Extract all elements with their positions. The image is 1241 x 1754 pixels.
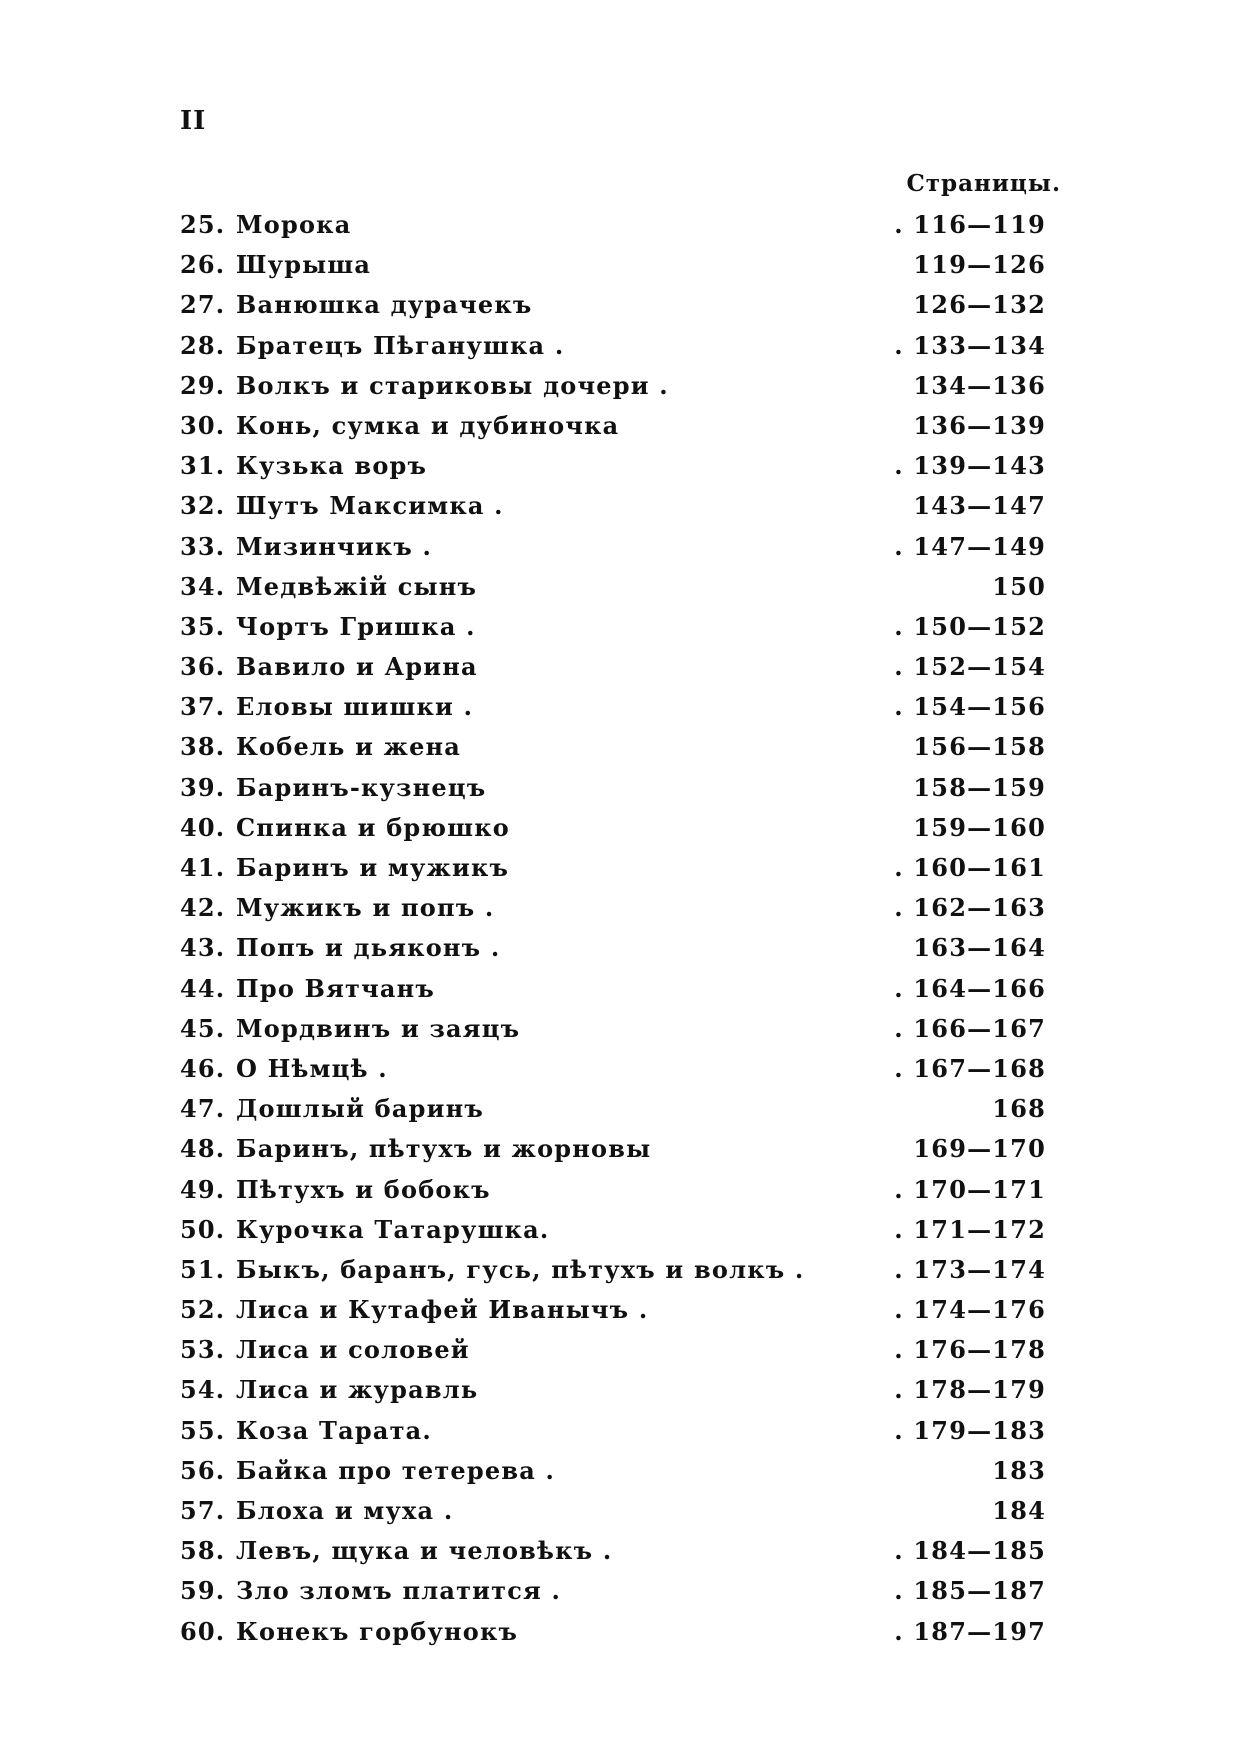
toc-entry-number: 40. [180, 812, 226, 842]
toc-entry [180, 1129, 1046, 1169]
pages-column-header: Страницы. [906, 170, 1061, 197]
toc-entry-title: Шутъ Максимка . [236, 491, 504, 521]
toc-entry-pages: 158—159 [913, 772, 1046, 802]
toc-entry-number: 30. [180, 410, 226, 440]
toc-entry-title: Мизинчикъ . [236, 531, 433, 561]
toc-entry [180, 1411, 1046, 1451]
toc-entry-pages: . 179—183 [894, 1415, 1046, 1445]
toc-entry-title: О Нѣмцѣ . [236, 1053, 388, 1083]
toc-entry-pages: 168 [992, 1094, 1046, 1124]
toc-entry-number: 50. [180, 1214, 226, 1244]
toc-entry-title: Быкъ, баранъ, гусь, пѣтухъ и волкъ . [236, 1254, 805, 1284]
toc-entry [180, 1089, 1046, 1129]
toc-entry-title: Коза Тарата. [236, 1415, 432, 1445]
toc-entry-title: Спинка и брюшко [236, 812, 510, 842]
toc-entry-title: Медвѣжій сынъ [236, 571, 478, 601]
toc-entry-number: 36. [180, 652, 226, 682]
toc-entry [180, 486, 1046, 526]
toc-entry-title: Блоха и муха . [236, 1496, 454, 1525]
toc-entry-title: Про Вятчанъ [236, 973, 435, 1003]
toc-entry [180, 1531, 1046, 1571]
toc-entry-pages: . 152—154 [894, 652, 1046, 682]
toc-entry-pages: 150 [992, 571, 1046, 601]
toc-entry-number: 43. [180, 933, 226, 963]
toc-entry-pages: . 185—187 [894, 1576, 1046, 1606]
toc-entry [180, 888, 1046, 928]
toc-entry-number: 59. [180, 1576, 226, 1606]
toc-entry [180, 205, 1046, 245]
toc-entry [180, 928, 1046, 968]
toc-entry [180, 1290, 1046, 1330]
toc-entry-pages: . 133—134 [894, 330, 1046, 360]
toc-entry-pages: . 154—156 [894, 692, 1046, 722]
toc-entry-number: 29. [180, 370, 226, 400]
toc-entry-number: 60. [180, 1616, 226, 1646]
toc-entry-number: 58. [180, 1536, 226, 1566]
toc-entry [180, 285, 1046, 325]
toc-entry-title: Баринъ, пѣтухъ и жорновы [236, 1134, 652, 1164]
toc-entry-pages: 169—170 [913, 1134, 1046, 1164]
toc-entry-pages: . 173—174 [894, 1254, 1046, 1284]
toc-entry-pages: . 139—143 [894, 451, 1046, 481]
toc-entry-title: Мордвинъ и заяцъ [236, 1013, 521, 1043]
toc-entry-pages: . 178—179 [894, 1375, 1046, 1405]
toc-entry-title: Вавило и Арина [236, 652, 478, 682]
toc-entry-title: Лиса и журавль [236, 1375, 479, 1405]
toc-entry-pages: . 164—166 [894, 973, 1046, 1003]
toc-entry-number: 57. [180, 1496, 226, 1525]
toc-entry-pages: 136—139 [913, 410, 1046, 440]
toc-entry-title: Курочка Татарушка. [236, 1214, 550, 1244]
toc-entry-pages: 159—160 [913, 812, 1046, 842]
toc-entry-pages: 163—164 [913, 933, 1046, 963]
toc-entry-number: 27. [180, 290, 226, 320]
toc-entry-title: Мужикъ и попъ . [236, 893, 495, 923]
toc-entry [180, 1170, 1046, 1210]
toc-entry-pages: 156—158 [913, 732, 1046, 762]
toc-entry [180, 1571, 1046, 1611]
toc-entry-number: 56. [180, 1455, 226, 1485]
toc-entry-number: 48. [180, 1134, 226, 1164]
toc-entry [180, 848, 1046, 888]
toc-entry-number: 34. [180, 571, 226, 601]
toc-entry [180, 1370, 1046, 1410]
toc-entry [180, 1009, 1046, 1049]
toc-entry [180, 647, 1046, 687]
toc-entry-pages: . 174—176 [894, 1295, 1046, 1325]
toc-entry-pages: . 176—178 [894, 1335, 1046, 1365]
toc-entry-pages: . 166—167 [894, 1013, 1046, 1043]
toc-entry-title: Чортъ Гришка . [236, 611, 476, 641]
toc-entry [180, 1612, 1046, 1652]
toc-entry [180, 1250, 1046, 1290]
toc-entry-title: Попъ и дьяконъ . [236, 933, 501, 963]
toc-entry-pages: . 167—168 [894, 1053, 1046, 1083]
toc-entry [180, 567, 1046, 607]
toc-entry-title: Еловы шишки . [236, 692, 474, 722]
toc-entry-number: 35. [180, 611, 226, 641]
toc-entry-number: 47. [180, 1094, 226, 1124]
toc-entry-title: Лиса и Кутафей Иванычъ . [236, 1295, 649, 1325]
toc-entry-number: 52. [180, 1295, 226, 1325]
toc-entry [180, 1451, 1046, 1491]
toc-entry-title: Зло зломъ платится . [236, 1576, 562, 1606]
toc-entry-pages: . 171—172 [894, 1214, 1046, 1244]
toc-entry-pages: . 170—171 [894, 1174, 1046, 1204]
toc-entry-number: 25. [180, 210, 226, 239]
toc-entry-title: Конь, сумка и дубиночка [236, 410, 620, 440]
toc-entry-pages: 184 [992, 1496, 1046, 1525]
toc-entry-number: 26. [180, 250, 226, 280]
toc-entry-title: Баринъ-кузнецъ [236, 772, 487, 802]
toc-entry-title: Конекъ горбунокъ [236, 1616, 519, 1646]
toc-entry [180, 1049, 1046, 1089]
page-number: II [180, 106, 207, 136]
toc-entry [180, 687, 1046, 727]
toc-entry-title: Шурыша [236, 250, 372, 280]
toc-entry [180, 768, 1046, 808]
toc-entry-number: 45. [180, 1013, 226, 1043]
toc-entry-pages: 126—132 [913, 290, 1046, 320]
toc-entry [180, 326, 1046, 366]
toc-entry-title: Ванюшка дурачекъ [236, 290, 533, 320]
toc-entry-title: Байка про тетерева . [236, 1455, 556, 1485]
toc-entry-title: Волкъ и стариковы дочери . [236, 370, 669, 400]
toc-entry [180, 607, 1046, 647]
table-of-contents [180, 205, 1046, 1652]
toc-entry-number: 44. [180, 973, 226, 1003]
toc-entry [180, 1491, 1046, 1531]
toc-entry-number: 54. [180, 1375, 226, 1405]
toc-entry-pages: 134—136 [913, 370, 1046, 400]
toc-entry-title: Братецъ Пѣганушка . [236, 330, 565, 360]
toc-entry-pages: . 150—152 [894, 611, 1046, 641]
toc-entry-number: 42. [180, 893, 226, 923]
toc-entry-title: Лиса и соловей [236, 1335, 470, 1365]
toc-entry-pages: . 162—163 [894, 893, 1046, 923]
toc-entry-title: Баринъ и мужикъ [236, 853, 510, 882]
toc-entry-number: 46. [180, 1053, 226, 1083]
toc-entry-pages: . 147—149 [894, 531, 1046, 561]
toc-entry-number: 41. [180, 853, 226, 882]
toc-entry-title: Пѣтухъ и бобокъ [236, 1174, 491, 1204]
toc-entry-pages: . 160—161 [894, 853, 1046, 882]
toc-entry-number: 32. [180, 491, 226, 521]
toc-entry [180, 406, 1046, 446]
toc-entry [180, 808, 1046, 848]
toc-entry-number: 51. [180, 1254, 226, 1284]
toc-entry-pages: . 116—119 [894, 210, 1046, 239]
toc-entry [180, 1330, 1046, 1370]
toc-entry-title: Левъ, щука и человѣкъ . [236, 1536, 613, 1566]
toc-entry-number: 39. [180, 772, 226, 802]
toc-entry-title: Кобель и жена [236, 732, 462, 762]
toc-entry [180, 446, 1046, 486]
toc-entry [180, 245, 1046, 285]
toc-entry [180, 366, 1046, 406]
toc-entry [180, 527, 1046, 567]
toc-entry-title: Морока [236, 210, 352, 239]
toc-entry-number: 33. [180, 531, 226, 561]
toc-entry [180, 969, 1046, 1009]
toc-entry-number: 49. [180, 1174, 226, 1204]
toc-entry-pages: . 187—197 [894, 1616, 1046, 1646]
toc-entry [180, 727, 1046, 767]
toc-entry-number: 53. [180, 1335, 226, 1365]
toc-entry-title: Кузька воръ [236, 451, 428, 481]
toc-entry-number: 55. [180, 1415, 226, 1445]
toc-entry-pages: 143—147 [913, 491, 1046, 521]
toc-entry-pages: 119—126 [913, 250, 1046, 280]
toc-entry-title: Дошлый баринъ [236, 1094, 484, 1124]
toc-entry-number: 28. [180, 330, 226, 360]
toc-entry-number: 37. [180, 692, 226, 722]
toc-entry-number: 31. [180, 451, 226, 481]
toc-entry-pages: . 184—185 [894, 1536, 1046, 1566]
toc-entry-number: 38. [180, 732, 226, 762]
toc-entry-pages: 183 [992, 1455, 1046, 1485]
toc-entry [180, 1210, 1046, 1250]
